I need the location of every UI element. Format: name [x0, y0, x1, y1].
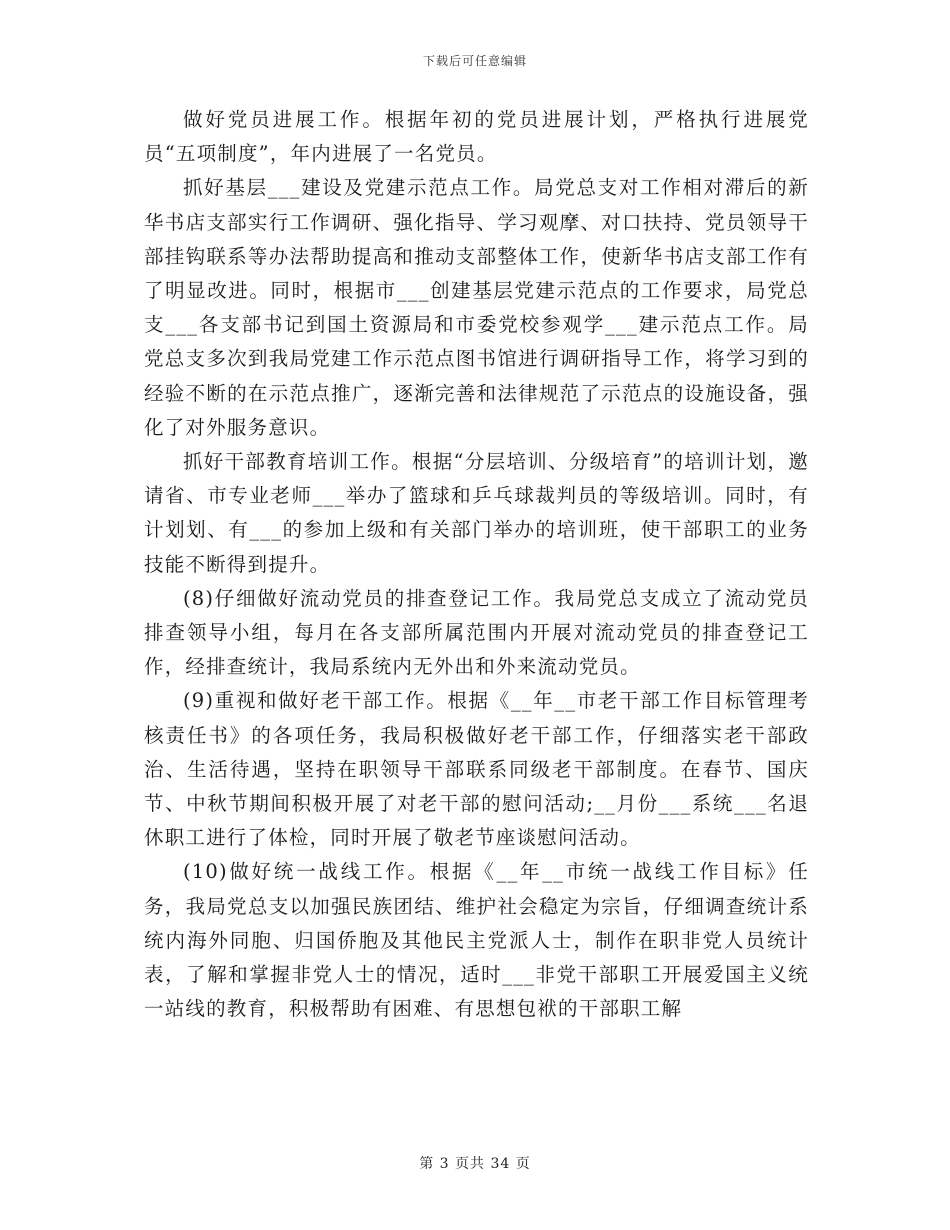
document-body — [144, 103, 809, 1026]
page-number: 第 3 页共 34 页 — [419, 1156, 531, 1172]
paragraph-mobile-party-members: (8)仔细做好流动党员的排查登记工作。我局党总支成立了流动党员排查领导小组，每月在各支部所属范围内开展对流动党员的排查登记工作，经排查统计，我局系统内无外出和外来流动党员。 — [144, 586, 809, 679]
page-header: 下载后可任意编辑 — [422, 54, 527, 68]
paragraph-grassroots-construction: 抓好基层___建设及党建示范点工作。局党总支对工作相对滞后的新华书店支部实行工作调研、强化指导、学习观摩、对口扶持、党员领导干部挂钩联系等办法帮助提高和推动支部整体工作，使新华书店支部工作有了明显改进。同时，根据市___创建基层党建示范点的工作要求，局党总支___各支部书记到国土资源局和市委党校参观学___建示范点工作。局党总支多次到我局党建工作示范点图书馆进行调研指导工作，将学习到的经验不断的在示范点推广，逐渐完善和法律规范了示范点的设施设备，强化了对外服务意识。 — [144, 176, 809, 439]
paragraph-united-front: (10)做好统一战线工作。根据《__年__市统一战线工作目标》任务，我局党总支以加强民族团结、维护社会稳定为宗旨，仔细调查统计系统内海外同胞、归国侨胞及其他民主党派人士，制作在职非党人员统计表，了解和掌握非党人士的情况，适时___非党干部职工开展爱国主义统一站线的教育，积极帮助有困难、有思想包袱的干部职工解 — [144, 860, 809, 1021]
paragraph-veteran-cadres: (9)重视和做好老干部工作。根据《__年__市老干部工作目标管理考核责任书》的各项任务，我局积极做好老干部工作，仔细落实老干部政治、生活待遇，坚持在职领导干部联系同级老干部制度。在春节、国庆节、中秋节期间积极开展了对老干部的慰问活动;__月份___系统___名退休职工进行了体检，同时开展了敬老节座谈慰问活动。 — [144, 689, 809, 850]
paragraph-cadre-training: 抓好干部教育培训工作。根据“分层培训、分级培育”的培训计划，邀请省、市专业老师___举办了篮球和乒乓球裁判员的等级培训。同时，有计划划、有___的参加上级和有关部门举办的培训班，使干部职工的业务技能不断得到提升。 — [144, 450, 809, 576]
paragraph-party-member-development: 做好党员进展工作。根据年初的党员进展计划，严格执行进展党员“五项制度”，年内进展了一名党员。 — [144, 108, 809, 166]
